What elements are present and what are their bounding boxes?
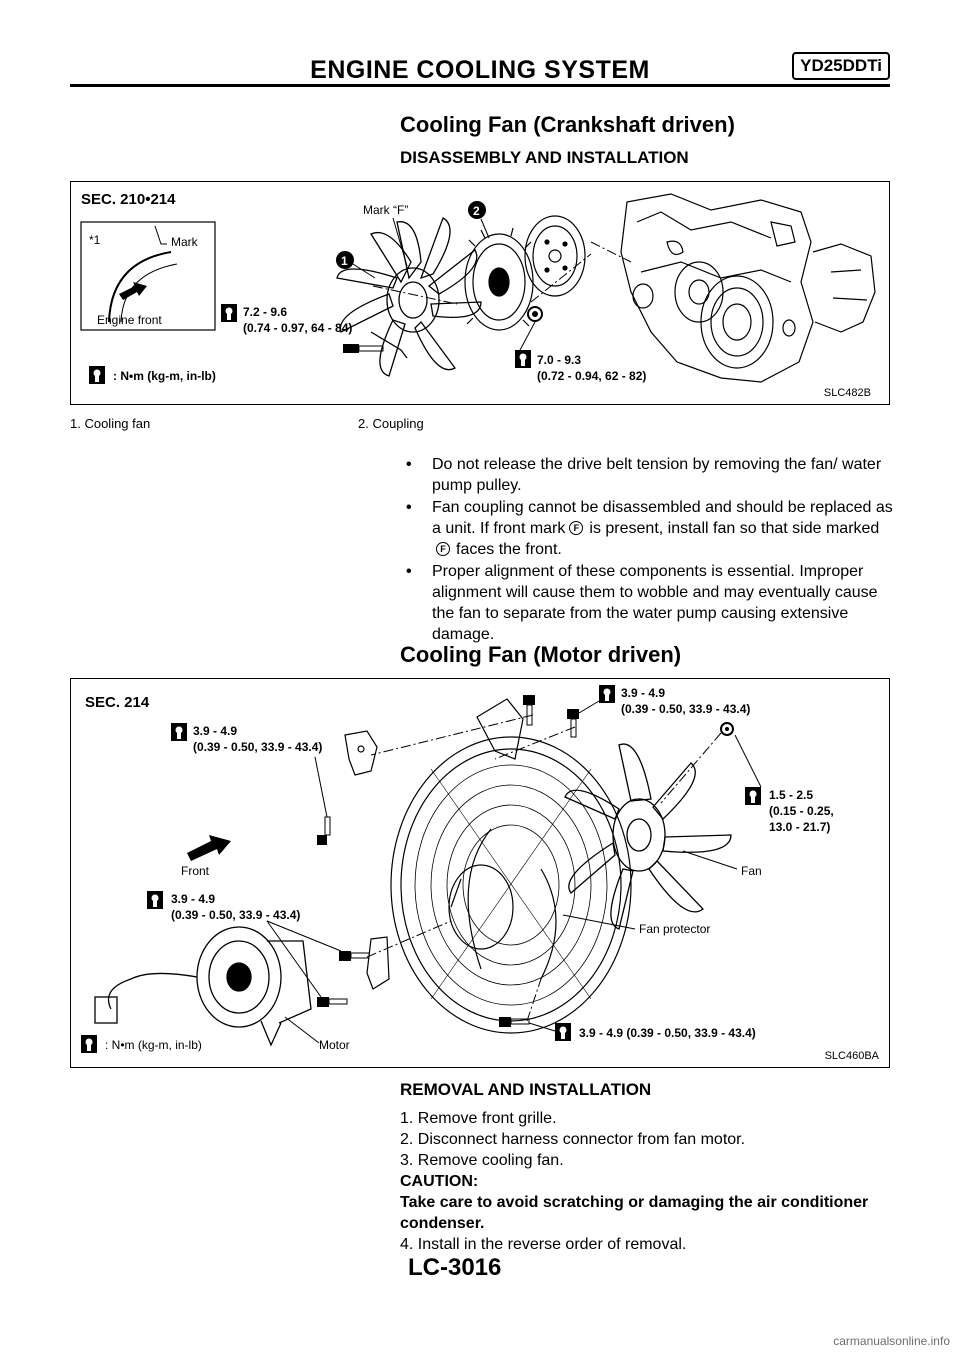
step-item: 1. Remove front grille. <box>400 1110 557 1127</box>
bullet-text: Proper alignment of these components is essential. Improper alignment will cause them to wobble and may eventually cause the fan to separate from the water pump causing extensive damage. <box>432 563 878 643</box>
svg-text:2: 2 <box>473 204 480 218</box>
bolt-icon <box>499 1017 529 1027</box>
fan-label: Fan <box>741 864 762 878</box>
torque-unit-icon <box>81 1035 97 1053</box>
torque-wrench-icon <box>745 787 761 805</box>
bullet-item <box>404 561 896 645</box>
inset-detail <box>81 222 215 330</box>
torque-right-line3: 13.0 - 21.7) <box>769 820 831 834</box>
torque-wrench-icon <box>171 723 187 741</box>
page-number: LC-3016 <box>408 1254 502 1281</box>
section-title-crankshaft-fan: Cooling Fan (Crankshaft driven) <box>400 112 735 137</box>
bullet-text: Do not release the drive belt tension by removing the fan/ water pump pulley. <box>432 456 882 494</box>
watermark: carmanualsonline.info <box>833 1334 950 1348</box>
torque-b-line1: 7.0 - 9.3 <box>537 353 582 367</box>
torque-wrench-icon <box>221 304 237 322</box>
section-subtitle-disassembly: DISASSEMBLY AND INSTALLATION <box>400 148 689 167</box>
nut-icon <box>528 307 542 321</box>
section-title-motor-fan: Cooling Fan (Motor driven) <box>400 642 682 667</box>
engine-front-arrow-icon <box>119 282 147 300</box>
torque-unit-label: : N•m (kg-m, in-lb) <box>113 369 216 383</box>
step-item: 3. Remove cooling fan. <box>400 1152 564 1169</box>
torque-wrench-icon <box>515 350 531 368</box>
front-mark-f-icon: F <box>569 521 583 535</box>
callout-1-icon <box>336 251 354 269</box>
torque-mid-left-line1: 3.9 - 4.9 <box>193 724 238 738</box>
bracket-drawing <box>345 731 389 989</box>
torque-b-line2: (0.72 - 0.94, 62 - 82) <box>537 369 647 383</box>
bolt-icon <box>317 817 330 845</box>
torque-a-line1: 7.2 - 9.6 <box>243 305 288 319</box>
bullet-item <box>404 454 896 496</box>
section-subtitle-removal: REMOVAL AND INSTALLATION <box>400 1080 652 1099</box>
torque-unit-icon <box>89 366 105 384</box>
page-header <box>70 54 890 87</box>
bullet-text: Fan coupling cannot be disassembled and should be replaced as a unit. If front mark <box>432 499 893 537</box>
bullet-text: is present, install fan so that side marked <box>589 520 880 537</box>
torque-low-left-line1: 3.9 - 4.9 <box>171 892 216 906</box>
pulley-drawing <box>525 216 585 296</box>
torque-bottom-label: 3.9 - 4.9 (0.39 - 0.50, 33.9 - 43.4) <box>579 1026 756 1040</box>
torque-wrench-icon <box>555 1023 571 1041</box>
legend-item-2: 2. Coupling <box>358 416 424 431</box>
bullet-list <box>404 454 896 646</box>
bolt-icon <box>339 951 369 961</box>
fan-motor-drawing <box>95 927 311 1045</box>
motor-label: Motor <box>319 1038 350 1052</box>
svg-text:1: 1 <box>341 254 348 268</box>
torque-a-line2: (0.74 - 0.97, 64 - 84) <box>243 321 353 335</box>
fan-protector-label: Fan protector <box>639 922 711 936</box>
front-label: Front <box>181 864 210 878</box>
inset-mark-label: Mark <box>171 235 198 249</box>
torque-top-right-line1: 3.9 - 4.9 <box>621 686 666 700</box>
figure-motor-fan <box>70 678 890 1068</box>
step-item: 4. Install in the reverse order of removal. <box>400 1236 687 1253</box>
mark-f-label: Mark “F” <box>363 203 409 217</box>
bullet-text: faces the front. <box>456 541 562 558</box>
torque-top-right-line2: (0.39 - 0.50, 33.9 - 43.4) <box>621 702 751 716</box>
step-item: 2. Disconnect harness connector from fan motor. <box>400 1131 746 1148</box>
torque-right-line1: 1.5 - 2.5 <box>769 788 814 802</box>
bullet-item <box>404 497 896 560</box>
coupling-drawing <box>465 228 533 330</box>
torque-unit-label: : N•m (kg-m, in-lb) <box>105 1038 202 1052</box>
callout-2-icon <box>468 201 486 219</box>
leader-lines <box>267 701 761 1043</box>
torque-right-line2: (0.15 - 0.25, <box>769 804 834 818</box>
page-title: ENGINE COOLING SYSTEM <box>310 56 650 84</box>
inset-star-label: *1 <box>89 233 101 247</box>
motor-fan-diagram <box>71 679 889 1067</box>
crankshaft-fan-diagram <box>71 182 889 404</box>
front-arrow-icon <box>187 835 231 861</box>
figure-sec-label: SEC. 210•214 <box>81 191 176 208</box>
model-badge: YD25DDTi <box>792 52 890 80</box>
torque-wrench-icon <box>147 891 163 909</box>
legend-item-1: 1. Cooling fan <box>70 416 151 431</box>
caution-text: Take care to avoid scratching or damaging the air conditioner condenser. <box>400 1194 869 1232</box>
bolt-icon <box>567 709 579 737</box>
torque-mid-left-line2: (0.39 - 0.50, 33.9 - 43.4) <box>193 740 323 754</box>
figure-code: SLC460BA <box>824 1050 879 1062</box>
bolt-icon <box>343 344 383 353</box>
inset-engine-front: Engine front <box>97 313 162 327</box>
steps-list <box>400 1108 895 1255</box>
bolt-icon <box>721 723 733 735</box>
figure-code: SLC482B <box>823 387 871 399</box>
bolt-icon <box>317 997 347 1007</box>
torque-wrench-icon <box>599 685 615 703</box>
figure-sec-label: SEC. 214 <box>85 694 150 711</box>
figure-crankshaft-fan <box>70 181 890 405</box>
torque-low-left-line2: (0.39 - 0.50, 33.9 - 43.4) <box>171 908 301 922</box>
engine-block-drawing <box>621 194 875 382</box>
caution-label: CAUTION: <box>400 1173 479 1190</box>
front-mark-f-icon: F <box>436 542 450 556</box>
fan-shroud-drawing <box>391 699 631 1033</box>
bolt-icon <box>523 695 535 725</box>
